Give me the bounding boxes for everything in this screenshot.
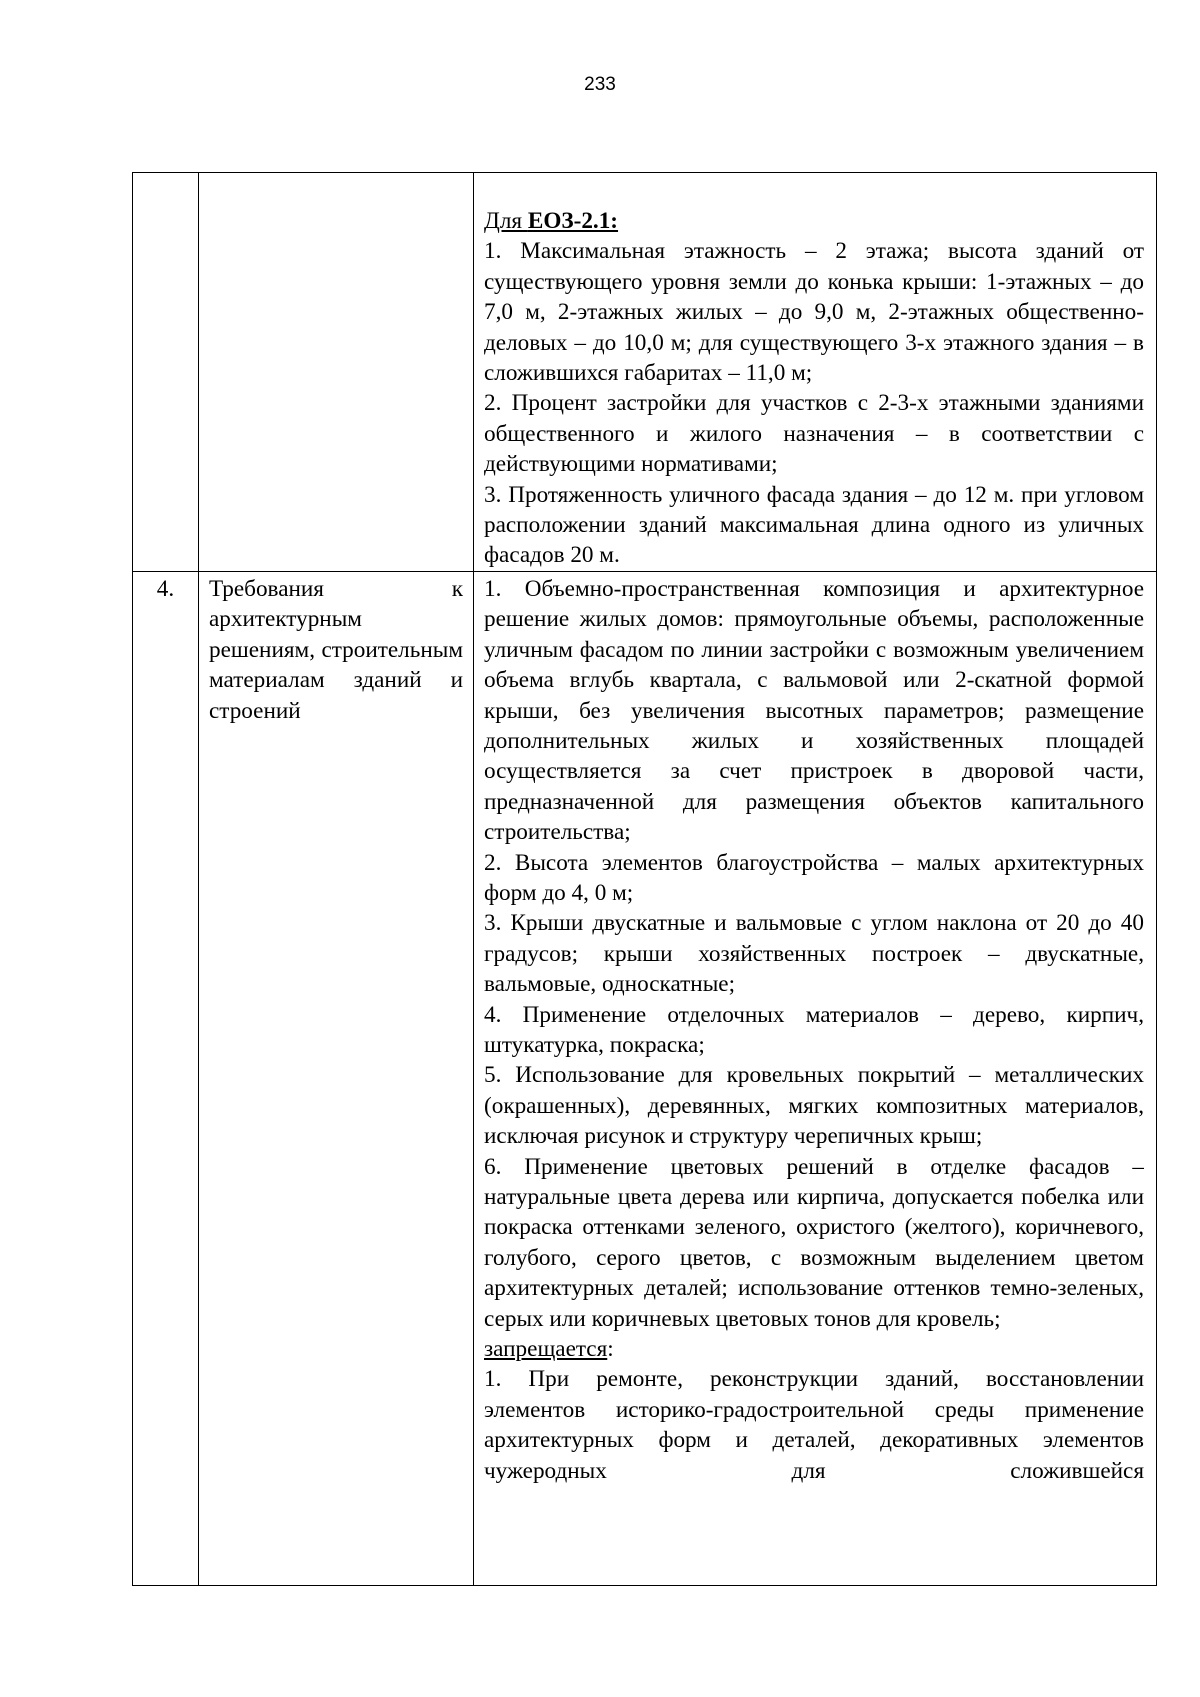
requirements-cell <box>474 571 1157 1585</box>
prohibited-colon: : <box>607 1336 614 1363</box>
criterion-cell <box>199 571 474 1585</box>
requirement-item: 5. Использование для кровельных покрытий – металлических (окрашенных), деревянных, мягких композитных материалов, исключая рисунок и структуру черепичных крыш; <box>484 1062 1144 1150</box>
row-number-cell: 4. <box>133 571 199 1585</box>
criterion-cell <box>199 173 474 572</box>
zone-heading-prefix: Для <box>484 208 528 234</box>
requirement-item: 4. Применение отделочных материалов – дерево, кирпич, штукатурка, покраска; <box>484 1001 1144 1058</box>
zone-heading <box>484 206 1144 236</box>
table-row <box>133 173 1157 572</box>
page-number: 233 <box>584 74 616 95</box>
row-number-cell <box>133 173 199 572</box>
requirement-item: 3. Протяженность уличного фасада здания – до 12 м. при угловом расположении зданий максимальная длина одного из уличных фасадов 20 м. <box>484 481 1144 569</box>
requirements-cell <box>474 173 1157 572</box>
requirement-item: 1. Максимальная этажность – 2 этажа; высота зданий от существующего уровня земли до конька крыши: 1-этажных – до 7,0 м, 2-этажных жилых – до 9,0 м, 2-этажных общественно-деловых – до 10,0 м; для существующего 3-х этажного здания – в сложившихся габаритах – 11,0 м; <box>484 238 1144 387</box>
prohibited-item: 1. При ремонте, реконструкции зданий, восстановлении элементов историко-градостроительной среды применение архитектурных форм и деталей, декоративных элементов чужеродных для сложившейся <box>484 1366 1144 1484</box>
criterion-text: Требования к архитектурным решениям, строительным материалам зданий и строений <box>209 575 463 724</box>
requirement-item: 2. Процент застройки для участков с 2-3-х этажными зданиями общественного и жилого назначения – в соответствии с действующими нормативами; <box>484 390 1144 478</box>
regulations-table <box>132 172 1157 1586</box>
prohibited-label: запрещается <box>484 1336 608 1363</box>
prohibited-heading <box>484 1334 1144 1364</box>
requirement-item: 1. Объемно-пространственная композиция и архитектурное решение жилых домов: прямоугольные объемы, расположенные уличным фасадом по линии застройки с возможным увеличением объема вглубь квартала, с вальмовой или 2-скатной формой крыши, без увеличения высотных параметров; размещение дополнительных жилых и хозяйственных площадей осуществляется за счет пристроек в дворовой части, предназначенной для размещения объектов капитального строительства; <box>484 575 1144 846</box>
zone-heading-code: ЕОЗ-2.1: <box>527 208 619 234</box>
requirement-item: 6. Применение цветовых решений в отделке фасадов – натуральные цвета дерева или кирпича, допускается побелка или покраска оттенками зеленого, охристого (желтого), коричневого, голубого, серого цветов, с возможным выделением цветом архитектурных деталей; использование оттенков темно-зеленых, серых или коричневых цветовых тонов для кровель; <box>484 1153 1144 1332</box>
requirement-item: 2. Высота элементов благоустройства – малых архитектурных форм до 4, 0 м; <box>484 849 1144 906</box>
requirements-content <box>484 574 1144 1585</box>
requirement-item: 3. Крыши двускатные и вальмовые с углом наклона от 20 до 40 градусов; крыши хозяйственных построек – двускатные, вальмовые, односкатные; <box>484 910 1144 998</box>
table-row <box>133 571 1157 1585</box>
